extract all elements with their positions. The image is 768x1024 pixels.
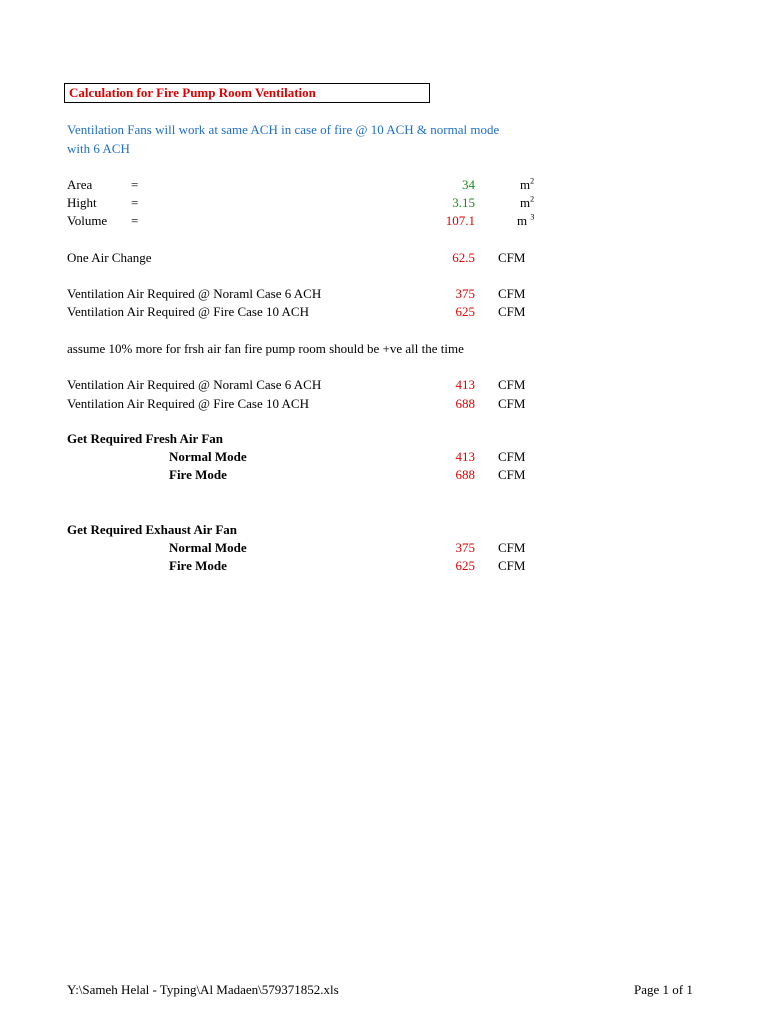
base-normal-label: Ventilation Air Required @ Noraml Case 6 ACH [67, 286, 322, 301]
title-box [64, 83, 430, 103]
footer-file-path: Y:\Sameh Helal - Typing\Al Madaen\579371852.xls [67, 982, 339, 997]
fresh-fire-label: Fire Mode [169, 467, 227, 482]
volume-equals: = [131, 213, 139, 228]
hight-value: 3.15 [452, 195, 475, 210]
fresh-normal-label: Normal Mode [169, 449, 247, 464]
adjusted-fire-value: 688 [455, 396, 475, 411]
exhaust-normal-label: Normal Mode [169, 540, 247, 555]
base-fire-unit: CFM [498, 304, 526, 319]
adjusted-normal-value: 413 [455, 377, 475, 392]
fresh-fire-value: 688 [455, 467, 475, 482]
exhaust-fire-label: Fire Mode [169, 558, 227, 573]
exhaust-fire-value: 625 [455, 558, 475, 573]
base-fire-value: 625 [455, 304, 475, 319]
base-fire-label: Ventilation Air Required @ Fire Case 10 ACH [67, 304, 309, 319]
one-air-change-value: 62.5 [452, 250, 475, 265]
adjusted-fire-label: Ventilation Air Required @ Fire Case 10 ACH [67, 396, 309, 411]
hight-label: Hight [67, 195, 97, 210]
fresh-normal-unit: CFM [498, 449, 526, 464]
note-line-2: with 6 ACH [67, 141, 130, 156]
exhaust-normal-unit: CFM [498, 540, 526, 555]
hight-unit: $m^2$ [520, 194, 535, 210]
area-unit: $m^2$ [520, 176, 535, 192]
volume-value: 107.1 [445, 213, 475, 228]
base-normal-unit: CFM [498, 286, 526, 301]
note-line-1: Ventilation Fans will work at same ACH in case of fire @ 10 ACH & normal mode [67, 122, 500, 137]
footer-page-number: Page 1 of 1 [634, 982, 693, 997]
page-title: Calculation for Fire Pump Room Ventilation [69, 85, 316, 100]
fresh-normal-value: 413 [455, 449, 475, 464]
area-value: 34 [462, 177, 475, 192]
area-label: Area [67, 177, 93, 192]
exhaust-air-heading: Get Required Exhaust Air Fan [67, 522, 237, 537]
fresh-fire-unit: CFM [498, 467, 526, 482]
volume-unit: m $^3$ [517, 212, 535, 228]
adjusted-normal-unit: CFM [498, 377, 526, 392]
fresh-air-heading: Get Required Fresh Air Fan [67, 431, 223, 446]
hight-equals: = [131, 195, 139, 210]
exhaust-normal-value: 375 [455, 540, 475, 555]
assumption-text: assume 10% more for frsh air fan fire pump room should be +ve all the time [67, 341, 464, 356]
one-air-change-label: One Air Change [67, 250, 152, 265]
volume-label: Volume [67, 213, 108, 228]
one-air-change-unit: CFM [498, 250, 526, 265]
adjusted-normal-label: Ventilation Air Required @ Noraml Case 6 ACH [67, 377, 322, 392]
adjusted-fire-unit: CFM [498, 396, 526, 411]
exhaust-fire-unit: CFM [498, 558, 526, 573]
base-normal-value: 375 [455, 286, 475, 301]
area-equals: = [131, 177, 139, 192]
